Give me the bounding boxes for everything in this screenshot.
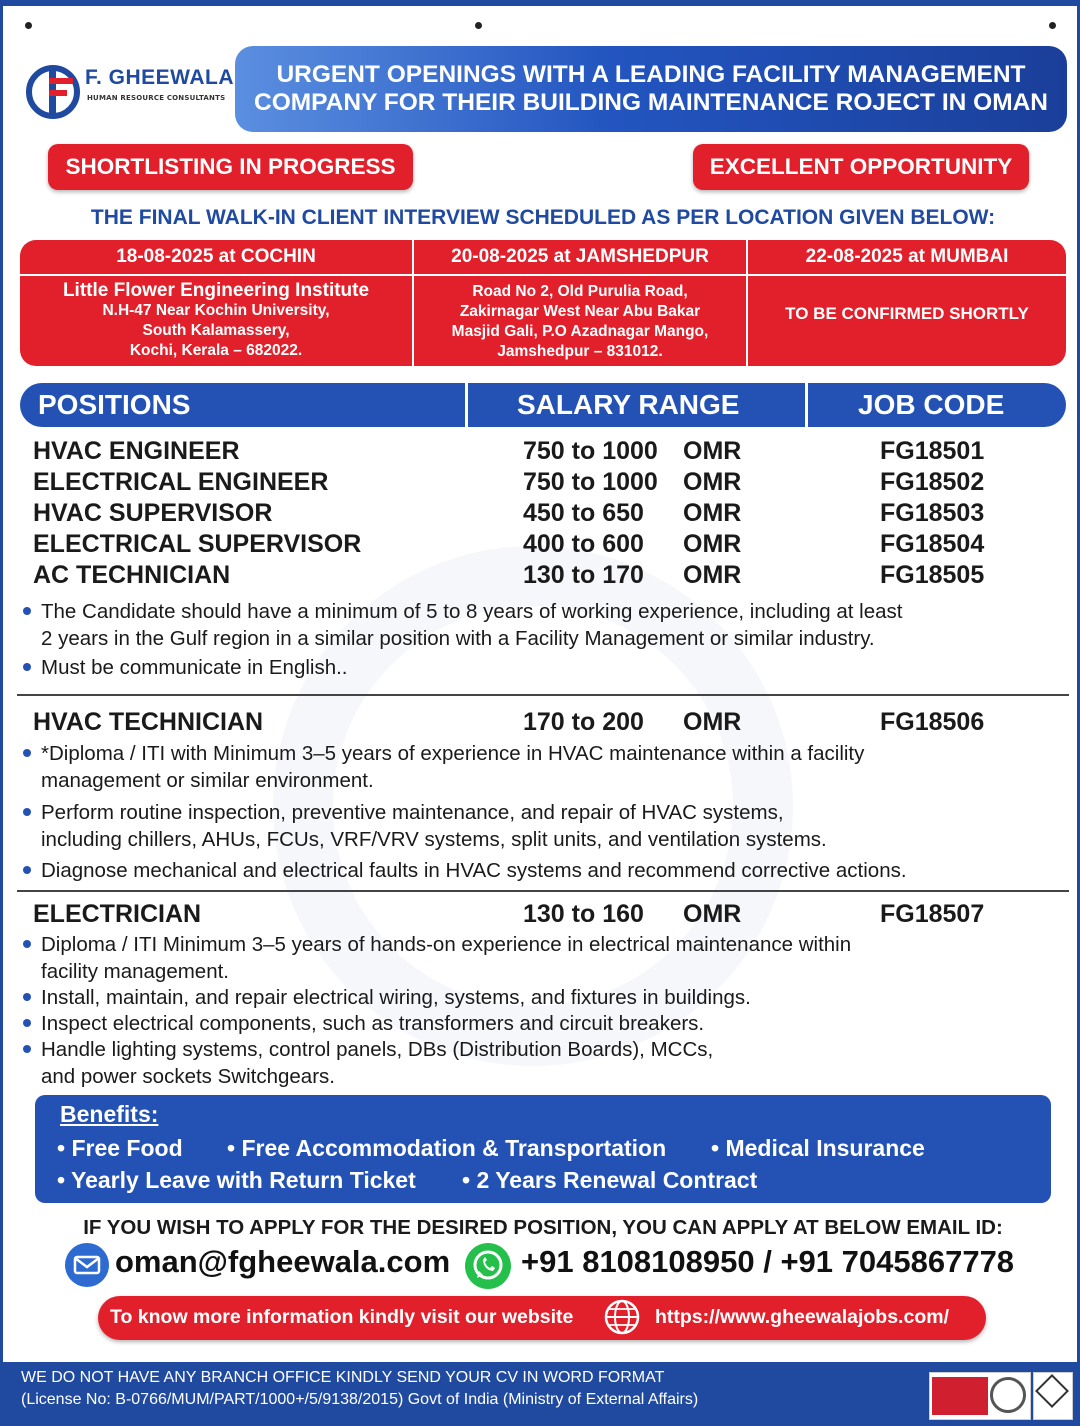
company-logo <box>25 58 235 122</box>
bullet-line: 2 years in the Gulf region in a similar position with a Facility Management or similar industry. <box>41 627 875 650</box>
requirement-bullet <box>23 1010 704 1037</box>
requirement-bullet <box>23 984 751 1011</box>
header-divider <box>805 383 808 427</box>
bullet-line: management or similar environment. <box>41 769 374 792</box>
requirement-bullet <box>23 598 902 652</box>
logo-name: F. GHEEWALA <box>85 66 235 89</box>
address-line: Zakirnagar West Near Abu Bakar <box>459 303 701 320</box>
salary-range: 400 to 600 <box>523 530 644 558</box>
website-url[interactable]: https://www.gheewalajobs.com/ <box>655 1306 949 1328</box>
shortlisting-badge: SHORTLISTING IN PROGRESS <box>48 144 413 190</box>
benefit-item: • Free Accommodation & Transportation <box>227 1135 667 1161</box>
benefits-title: Benefits: <box>60 1101 159 1127</box>
requirement-bullet <box>23 799 827 853</box>
bureau-veritas-certification-badge <box>929 1372 1031 1420</box>
salary-range: 130 to 160 <box>523 900 644 928</box>
position-row-electrician <box>3 900 1077 931</box>
benefits-box <box>35 1095 1051 1203</box>
opportunity-badge: EXCELLENT OPPORTUNITY <box>693 144 1029 190</box>
location-date: 20-08-2025 at JAMSHEDPUR <box>414 240 746 276</box>
location-date: 22-08-2025 at MUMBAI <box>748 240 1066 276</box>
headline-line-2: COMPANY FOR THEIR BUILDING MAINTENANCE ROJECT IN OMAN <box>254 89 1048 116</box>
position-title: ELECTRICAL ENGINEER <box>33 468 329 496</box>
requirement-bullet <box>23 740 864 794</box>
position-title: AC TECHNICIAN <box>33 561 231 589</box>
bullet-line: Handle lighting systems, control panels, DBs (Distribution Boards), MCCs, <box>41 1038 714 1061</box>
location-address <box>20 276 412 361</box>
position-row <box>3 530 1077 561</box>
location-address <box>414 276 746 362</box>
position-title: HVAC ENGINEER <box>33 437 240 465</box>
bullet-line: Install, maintain, and repair electrical wiring, systems, and fixtures in buildings. <box>41 986 751 1009</box>
currency: OMR <box>683 499 742 527</box>
position-row <box>3 468 1077 499</box>
job-code: FG18506 <box>880 708 985 736</box>
currency: OMR <box>683 900 742 928</box>
location-address <box>748 276 1066 324</box>
salary-range: 130 to 170 <box>523 561 644 589</box>
bullet-line: Must be communicate in English.. <box>41 656 348 679</box>
address-line: Jamshedpur – 831012. <box>497 343 663 360</box>
corner-dot <box>475 22 482 29</box>
benefit-item: • Medical Insurance <box>711 1135 925 1161</box>
whatsapp-icon <box>465 1243 511 1289</box>
position-row <box>3 499 1077 530</box>
salary-range: 170 to 200 <box>523 708 644 736</box>
website-prompt: To know more information kindly visit our website <box>110 1306 574 1328</box>
walkin-title: THE FINAL WALK-IN CLIENT INTERVIEW SCHEDULED AS PER LOCATION GIVEN BELOW: <box>90 206 996 229</box>
email-address[interactable]: oman@fgheewala.com <box>115 1244 451 1279</box>
job-code: FG18504 <box>880 530 985 558</box>
footer-license: (License No: B-0766/MUM/PART/1000+/5/9138/2015) Govt of India (Ministry of External Affairs) <box>21 1391 699 1408</box>
requirement-bullet <box>23 857 907 884</box>
bullet-line: *Diploma / ITI with Minimum 3–5 years of experience in HVAC maintenance within a facility <box>41 742 865 765</box>
positions-table-header <box>20 383 1066 427</box>
bullet-line: Diagnose mechanical and electrical faults in HVAC systems and recommend corrective actions. <box>41 859 907 882</box>
position-title: HVAC SUPERVISOR <box>33 499 273 527</box>
requirement-bullet <box>23 931 851 985</box>
benefit-item: • Free Food <box>57 1135 183 1161</box>
salary-range: 450 to 650 <box>523 499 644 527</box>
location-date: 18-08-2025 at COCHIN <box>20 240 412 276</box>
bullet-line: facility management. <box>41 960 230 983</box>
phone-numbers[interactable]: +91 8108108950 / +91 7045867778 <box>521 1244 1015 1279</box>
requirement-bullet <box>23 654 348 681</box>
interview-locations <box>20 240 1066 366</box>
location-cochin <box>20 240 412 366</box>
salary-range: 750 to 1000 <box>523 437 658 465</box>
salary-header: SALARY RANGE <box>517 389 740 420</box>
ukas-certification-badge <box>1033 1372 1073 1420</box>
bullet-line: Inspect electrical components, such as transformers and circuit breakers. <box>41 1012 705 1035</box>
address-line: Kochi, Kerala – 682022. <box>129 342 303 359</box>
currency: OMR <box>683 561 742 589</box>
job-code: FG18502 <box>880 468 985 496</box>
section-divider <box>17 890 1069 892</box>
footer-notice: WE DO NOT HAVE ANY BRANCH OFFICE KINDLY SEND YOUR CV IN WORD FORMAT <box>21 1369 665 1386</box>
apply-instructions: IF YOU WISH TO APPLY FOR THE DESIRED POSITION, YOU CAN APPLY AT BELOW EMAIL ID: <box>83 1216 1003 1239</box>
job-code: FG18501 <box>880 437 985 465</box>
globe-icon <box>602 1298 642 1336</box>
currency: OMR <box>683 708 742 736</box>
corner-dot <box>25 22 32 29</box>
bullet-line: and power sockets Switchgears. <box>41 1065 335 1088</box>
position-title: HVAC TECHNICIAN <box>33 708 264 736</box>
address-line: Masjid Gali, P.O Azadnagar Mango, <box>451 323 709 340</box>
position-row <box>3 437 1077 468</box>
job-code: FG18503 <box>880 499 985 527</box>
location-mumbai <box>748 240 1066 366</box>
salary-range: 750 to 1000 <box>523 468 658 496</box>
position-title: ELECTRICAL SUPERVISOR <box>33 530 362 558</box>
job-code-header: JOB CODE <box>858 389 1005 420</box>
job-code: FG18505 <box>880 561 985 589</box>
headline-banner <box>235 46 1067 132</box>
bullet-line: Perform routine inspection, preventive maintenance, and repair of HVAC systems, <box>41 801 784 824</box>
position-row-hvac-technician <box>3 708 1077 739</box>
location-jamshedpur <box>414 240 746 366</box>
bullet-line: Diploma / ITI Minimum 3–5 years of hands-on experience in electrical maintenance within <box>41 933 852 956</box>
benefit-item: • 2 Years Renewal Contract <box>462 1167 758 1193</box>
currency: OMR <box>683 437 742 465</box>
address-line: Road No 2, Old Purulia Road, <box>472 283 688 300</box>
website-banner[interactable] <box>98 1296 986 1340</box>
section-divider <box>17 694 1069 696</box>
address-line: South Kalamassery, <box>142 322 290 339</box>
positions-header: POSITIONS <box>38 389 191 420</box>
footer-bar <box>3 1362 1077 1426</box>
requirement-bullet <box>23 1036 713 1090</box>
position-title: ELECTRICIAN <box>33 900 202 928</box>
location-venue: Little Flower Engineering Institute <box>62 280 370 301</box>
bullet-line: The Candidate should have a minimum of 5 to 8 years of working experience, including at least <box>41 600 903 623</box>
currency: OMR <box>683 530 742 558</box>
address-line: TO BE CONFIRMED SHORTLY <box>785 304 1029 323</box>
currency: OMR <box>683 468 742 496</box>
corner-dot <box>1049 22 1056 29</box>
benefit-item: • Yearly Leave with Return Ticket <box>57 1167 416 1193</box>
f-logo-icon <box>25 58 81 122</box>
position-row <box>3 561 1077 592</box>
address-line: N.H-47 Near Kochin University, <box>102 302 330 319</box>
logo-tagline: HUMAN RESOURCE CONSULTANTS <box>87 94 226 102</box>
bullet-line: including chillers, AHUs, FCUs, VRF/VRV systems, split units, and ventilation systems. <box>41 828 827 851</box>
header-divider <box>465 383 468 427</box>
headline-line-1: URGENT OPENINGS WITH A LEADING FACILITY MANAGEMENT <box>276 61 1026 88</box>
email-icon <box>65 1243 109 1287</box>
job-code: FG18507 <box>880 900 985 928</box>
